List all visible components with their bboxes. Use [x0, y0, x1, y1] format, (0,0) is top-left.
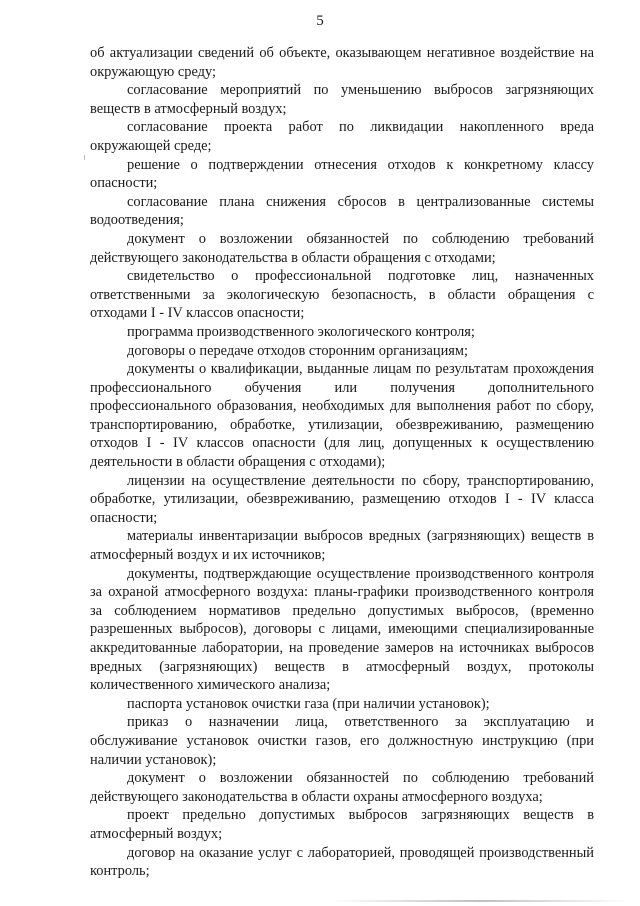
scan-mark — [84, 155, 85, 160]
paragraph-8: программа производственного экологического контроля; — [127, 323, 475, 340]
paragraph-17: проект предельно допустимых выбросов загрязняющих веществ в атмосферный воздух; — [90, 807, 594, 842]
paragraph-12: материалы инвентаризации выбросов вредных (загрязняющих) веществ в атмосферный воздух и их источников; — [90, 528, 594, 564]
page-number: 5 — [316, 13, 324, 29]
document-body — [90, 44, 594, 881]
paragraph-5: согласование плана снижения сбросов в централизованные системы водоотведения; — [90, 193, 594, 229]
paragraph-2: согласование мероприятий по уменьшению выбросов загрязняющих веществ в атмосферный воздух; — [90, 82, 594, 117]
paragraph-6: документ о возложении обязанностей по соблюдению требований действующего законодательства в области обращения с отходами; — [90, 230, 594, 266]
paragraph-14: паспорта установок очистки газа (при наличии установок); — [127, 695, 490, 712]
paragraph-7: свидетельство о профессиональной подготовке лиц, назначенных ответственными за экологическую безопасность, в области обращения с отходами I - IV классов опасности; — [90, 268, 594, 322]
paragraph-3: согласование проекта работ по ликвидации накопленного вреда окружающей среде; — [90, 119, 594, 154]
paragraph-15: приказ о назначении лица, ответственного за эксплуатацию и обслуживание установок очистки газов, его должностную инструкцию (при наличии установок); — [90, 714, 594, 768]
scan-edge-shadow — [330, 900, 630, 902]
paragraph-1: об актуализации сведений об объекте, оказывающем негативное воздействие на окружающую среду; — [90, 45, 594, 80]
paragraph-11: лицензии на осуществление деятельности по сбору, транспортированию, обработке, утилизации, обезвреживанию, размещению отходов I - IV класса опасности; — [90, 472, 594, 526]
paragraph-16: документ о возложении обязанностей по соблюдению требований действующего законодательства в области охраны атмосферного воздуха; — [90, 770, 594, 805]
paragraph-4: решение о подтверждении отнесения отходов к конкретному классу опасности; — [90, 156, 594, 192]
paragraph-18: договор на оказание услуг с лабораторией, проводящей производственный контроль; — [90, 844, 594, 880]
paragraph-13: документы, подтверждающие осуществление производственного контроля за охраной атмосферного воздуха: планы-графики производственного контроля за соблюдением нормативов предельно допустимых выбросов, (временно разрешенных выбросов), договоры с лицами, имеющими специализированные аккредитованные лаборатории, на проведение замеров на источниках выбросов вредных (загрязняющих) веществ в атмосферный воздух, протоколы количественного химического анализа; — [90, 565, 594, 694]
paragraph-10: документы о квалификации, выданные лицам по результатам прохождения профессионального обучения или получения дополнительного профессионального образования, необходимых для выполнения работ по сбору, транспортированию, обработке, утилизации, обезвреживанию, размещению отходов I - IV классов опасности (для лиц, допущенных к осуществлению деятельности в области обращения с отходами); — [90, 361, 594, 471]
paragraph-9: договоры о передаче отходов сторонним организациям; — [127, 342, 469, 359]
